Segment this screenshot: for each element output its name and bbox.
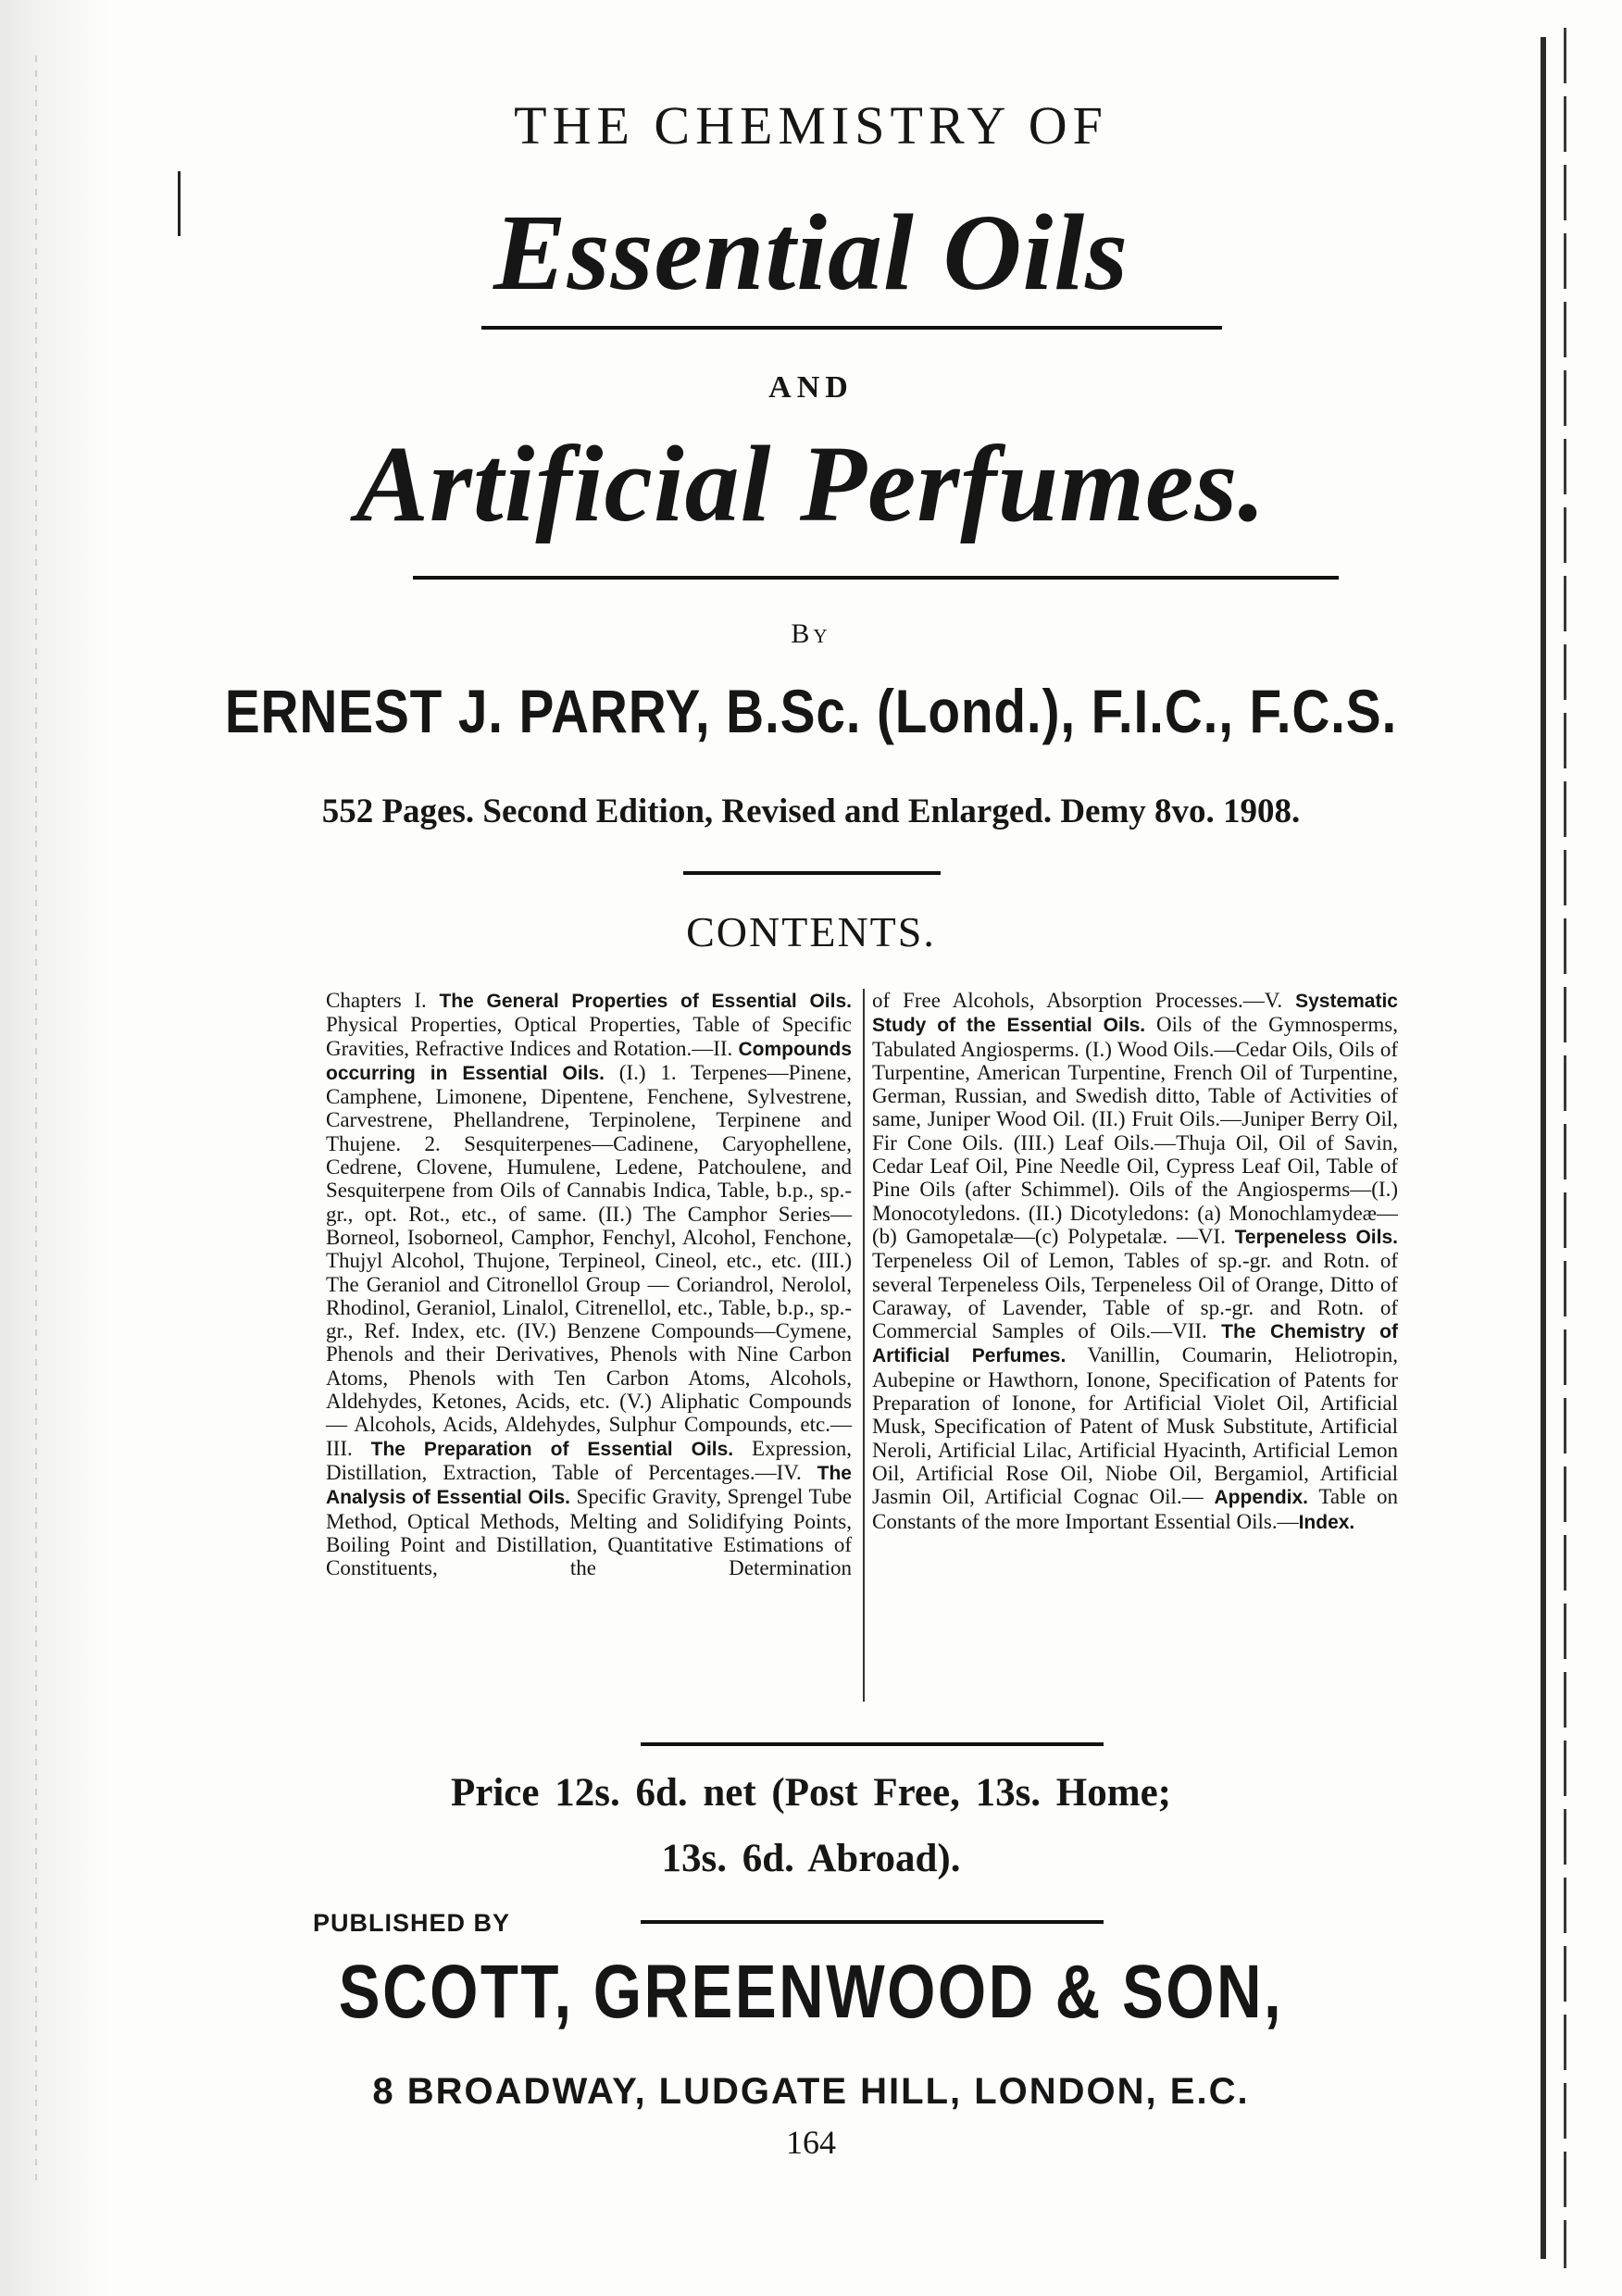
title-rule-1 bbox=[481, 326, 1222, 330]
contents-text: Table on Constants of the more Important Essential Oils.— bbox=[872, 1485, 1398, 1533]
publisher-name: SCOTT, GREENWOOD & SON, bbox=[338, 1950, 1284, 2034]
contents-chapter-title: Index. bbox=[1298, 1511, 1355, 1533]
contents-heading: CONTENTS. bbox=[686, 908, 936, 955]
contents-chapter-title: The Analysis of Essential Oils. bbox=[326, 1462, 852, 1509]
column-divider bbox=[863, 989, 865, 1702]
page-number: 164 bbox=[786, 2124, 836, 2161]
contents-text: Vanillin, Coumarin, Heliotropin, Aubepine or Hawthorn, Ionone, Specification of Patents for Preparation of Ionone, for Artificial Violet Oil, Artificial Musk, Specification of Patent of Musk Substitute, Artificial Neroli, Artificial Lilac, Artificial Hyacinth, Artificial Lemon Oil, Artificial Rose Oil, Niobe Oil, Bergamiol, Artificial Jasmin Oil, Artificial Cognac Oil.— bbox=[872, 1343, 1398, 1509]
contents-text: Expression, Distillation, Extraction, Table of Percentages.—IV. bbox=[326, 1436, 852, 1484]
contents-chapter-title: The Chemistry of Artificial Perfumes. bbox=[872, 1321, 1399, 1367]
author-name: ERNEST J. PARRY, B.Sc. (Lond.), F.I.C., F.C.S. bbox=[224, 677, 1398, 745]
price-rule-bottom bbox=[641, 1920, 1104, 1924]
contents-chapter-title: Terpeneless Oils. bbox=[1234, 1226, 1398, 1248]
title-essential-oils: Essential Oils bbox=[493, 192, 1129, 313]
section-rule bbox=[683, 871, 941, 875]
contents-chapter-title: Appendix. bbox=[1214, 1487, 1309, 1509]
title-artificial-perfumes: Artificial Perfumes. bbox=[356, 423, 1266, 544]
contents-text: Oils of the Gymnosperms, Tabulated Angiosperms. (I.) Wood Oils.—Cedar Oils, Oils of Turpentine, American Turpentine, French Oil of Turpentine, German, Russian, and Swedish ditto, Table of Activities of same, Juniper Wood Oil. (II.) Fruit Oils.—Juniper Berry Oil, Fir Cone Oils. (III.) Leaf Oils.—Thuja Oil, Oil of Savin, Cedar Leaf Oil, Pine Needle Oil, Cypress Leaf Oil, Table of Pine Oils (after Schimmel). Oils of the Angiosperms—(I.) Monocotyledons. (II.) Dicotyledons: (a) Monochlamydeæ—(b) Gamopetalæ—(c) Polypetalæ. —VI. bbox=[872, 1013, 1398, 1248]
contents-chapter-title: The General Properties of Essential Oils. bbox=[439, 991, 852, 1012]
contents-text: Chapters I. bbox=[326, 989, 440, 1012]
contents-text: Specific Gravity, Sprengel Tube Method, Optical Methods, Melting and Solidifying Points, Boiling Point and Distillation, Quantitative Estimations of Constituents, the Determination bbox=[326, 1485, 852, 1580]
price-line-1: Price 12s. 6d. net (Post Free, 13s. Home; bbox=[451, 1771, 1171, 1815]
title-overline: THE CHEMISTRY OF bbox=[514, 95, 1108, 156]
scan-left-margin bbox=[0, 0, 111, 2296]
contents-chapter-title: Compounds occurring in Essential Oils. bbox=[326, 1038, 852, 1084]
price-line-2: 13s. 6d. Abroad). bbox=[661, 1837, 961, 1880]
price-rule-top bbox=[641, 1742, 1104, 1746]
contents-column-right bbox=[872, 989, 1398, 1534]
publisher-address: 8 BROADWAY, LUDGATE HILL, LONDON, E.C. bbox=[372, 2071, 1250, 2112]
contents-text: Terpeneless Oil of Lemon, Tables of sp.-gr. and Rotn. of several Terpeneless Oils, Terpeneless Oil of Orange, Ditto of Caraway, of Lavender, Table of sp.-gr. and Rotn. of Commercial Samples of Oils.—VII. bbox=[872, 1249, 1398, 1343]
contents-chapter-title: The Preparation of Essential Oils. bbox=[370, 1438, 734, 1460]
title-connector: AND bbox=[768, 370, 854, 405]
title-rule-2 bbox=[413, 576, 1339, 580]
contents-text: (I.) 1. Terpenes—Pinene, Camphene, Limonene, Dipentene, Fenchene, Sylvestrene, Carvestrene, Phellandrene, Terpinolene, Terpinene and Thujene. 2. Sesquiterpenes—Cadinene, Caryophellene, Cedrene, Clovene, Humulene, Ledene, Patchoulene, and Sesquiterpene from Oils of Cannabis Indica, Table, b.p., sp.-gr., opt. Rot., etc., of same. (II.) The Camphor Series—Borneol, Isoborneol, Camphor, Fenchyl, Alcohol, Fenchone, Thujyl Alcohol, Thujone, Terpineol, Cineol, etc., etc. (III.) The Geraniol and Citronellol Group — Coriandrol, Nerolol, Rhodinol, Geraniol, Linalol, Citrenellol, etc., Table, b.p., sp.-gr., Ref. Index, etc. (IV.) Benzene Compounds—Cymene, Phenols and their Derivatives, Phenols with Nine Carbon Atoms, Phenols with Ten Carbon Atoms, Alcohols, Aldehydes, Ketones, Acids, etc. (V.) Aliphatic Compounds — Alcohols, Acids, Aldehydes, Sulphur Compounds, etc.—III. bbox=[326, 1060, 852, 1460]
page-edge-line bbox=[1564, 28, 1566, 2268]
contents-chapter-title: Systematic Study of the Essential Oils. bbox=[872, 991, 1398, 1037]
contents-text: Physical Properties, Optical Properties, Table of Specific Gravities, Refractive Indices and Rotation.—II. bbox=[326, 1013, 852, 1060]
contents-text: of Free Alcohols, Absorption Processes.—V. bbox=[872, 989, 1296, 1012]
published-by-label: PUBLISHED BY bbox=[313, 1909, 511, 1937]
edition-info: 552 Pages. Second Edition, Revised and Enlarged. Demy 8vo. 1908. bbox=[321, 792, 1301, 830]
contents-column-left bbox=[326, 989, 852, 1579]
byline-label: By bbox=[791, 618, 831, 649]
